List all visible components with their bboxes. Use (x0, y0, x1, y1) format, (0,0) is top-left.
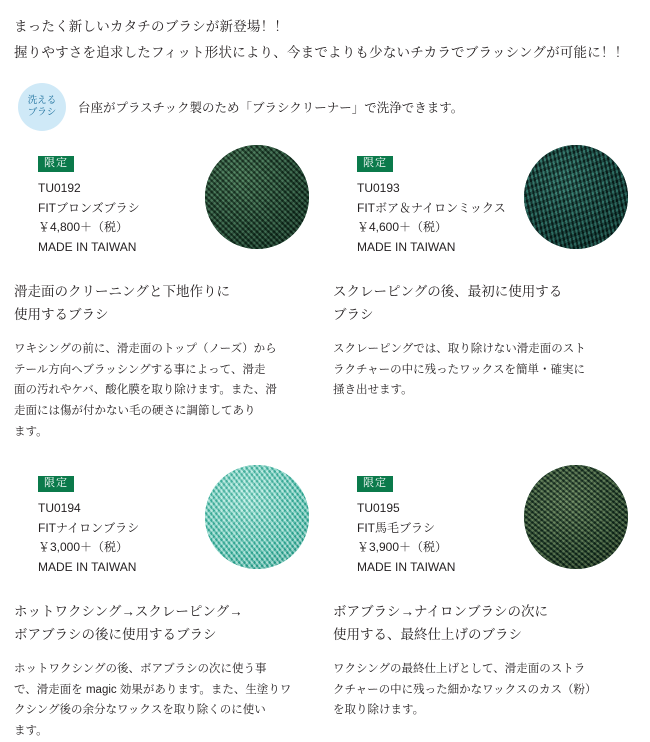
product-code: TU0192 (38, 181, 81, 196)
product-code: TU0195 (357, 501, 400, 516)
product-title-line-1: ボアブラシ→ナイロンブラシの次に (333, 604, 549, 620)
product-title-line-2: ボアブラシの後に使用するブラシ (14, 626, 217, 642)
product-title-line-2: ブラシ (333, 306, 374, 322)
desc-line: ラクチャーの中に残ったワックスを簡単・確実に (333, 363, 585, 376)
limited-badge: 限定 (38, 156, 74, 172)
desc-line: ワクシングの最終仕上げとして、滑走面のストラ (333, 662, 586, 675)
product-name: FITボア＆ナイロンミックス (357, 200, 506, 215)
product-title-line-1: ホットワクシング→スクレーピング→ (14, 604, 243, 620)
desc-line: テール方向へブラッシングする事によって、滑走 (14, 363, 266, 376)
product-price: ￥3,000＋（税） (38, 540, 129, 555)
desc-line: ワキシングの前に、滑走面のトップ（ノーズ）から (14, 342, 277, 355)
product-name: FITブロンズブラシ (38, 200, 140, 215)
product-origin: MADE IN TAIWAN (357, 239, 456, 254)
limited-badge: 限定 (357, 156, 393, 172)
product-title (14, 601, 317, 646)
product-description (333, 659, 636, 722)
desc-line: ます。 (14, 426, 48, 439)
product-price: ￥3,900＋（税） (357, 540, 448, 555)
product-grid (14, 153, 636, 742)
product-description (14, 659, 317, 742)
product-title (333, 281, 636, 326)
product-title-line-1: 滑走面のクリーニングと下地作りに (14, 284, 230, 300)
washable-note-text: 台座がプラスチック製のため「ブラシクリーナー」で洗浄できます。 (78, 101, 464, 116)
desc-line: 掻き出せます。 (333, 384, 413, 397)
product-title (14, 281, 317, 326)
desc-line: クシング後の余分なワックスを取り除くのに使い (14, 704, 266, 717)
desc-line: を取り除けます。 (333, 704, 425, 717)
product-name: FITナイロンブラシ (38, 520, 140, 535)
washable-badge-line-2: ブラシ (27, 107, 57, 119)
headline-line-2: 握りやすさを追求したフィット形状により、今までよりも少ないチカラでブラッシングが可能に！！ (14, 44, 629, 60)
nylon-brush-swatch (205, 465, 309, 569)
product-origin: MADE IN TAIWAN (38, 559, 137, 574)
product-head (14, 473, 317, 583)
desc-line: クチャーの中に残った細かなワックスのカス（粉） (333, 683, 597, 696)
product-head (333, 153, 636, 263)
horsehair-brush-swatch (524, 465, 628, 569)
product-head (333, 473, 636, 583)
boar-nylon-brush-swatch (524, 145, 628, 249)
product-title-line-1: スクレーピングの後、最初に使用する (333, 284, 563, 300)
product-code: TU0193 (357, 181, 400, 196)
desc-line: 走面には傷が付かない毛の硬さに調節してあり (14, 405, 256, 418)
product-description (333, 339, 636, 402)
product-description (14, 339, 317, 444)
washable-badge-line-1: 洗える (27, 95, 57, 107)
bronze-brush-swatch (205, 145, 309, 249)
page-headline (14, 14, 636, 65)
product-price: ￥4,600＋（税） (357, 220, 448, 235)
desc-line: ホットワクシングの後、ボアブラシの次に使う事 (14, 662, 267, 675)
product-title-line-2: 使用する、最終仕上げのブラシ (333, 626, 522, 642)
desc-line: スクレーピングでは、取り除けない滑走面のスト (333, 342, 586, 355)
desc-line: ます。 (14, 725, 48, 738)
product-card-tu0194 (14, 473, 325, 742)
washable-note (18, 83, 636, 131)
product-name: FIT馬毛ブラシ (357, 520, 435, 535)
product-origin: MADE IN TAIWAN (38, 239, 137, 254)
product-card-tu0192 (14, 153, 325, 443)
headline-line-1: まったく新しいカタチのブラシが新登場！！ (14, 19, 288, 34)
product-row-2 (14, 473, 636, 742)
washable-brush-badge (18, 83, 66, 131)
product-price: ￥4,800＋（税） (38, 220, 129, 235)
limited-badge: 限定 (38, 476, 74, 492)
desc-line: 面の汚れやケバ、酸化膜を取り除けます。また、滑 (14, 384, 277, 397)
product-origin: MADE IN TAIWAN (357, 559, 456, 574)
desc-line: で、滑走面を magic 効果があります。また、生塗りワ (14, 683, 292, 696)
product-head (14, 153, 317, 263)
product-row-1 (14, 153, 636, 443)
product-title-line-2: 使用するブラシ (14, 306, 109, 322)
product-title (333, 601, 636, 646)
limited-badge: 限定 (357, 476, 393, 492)
product-card-tu0193 (325, 153, 636, 443)
product-code: TU0194 (38, 501, 81, 516)
product-card-tu0195 (325, 473, 636, 742)
